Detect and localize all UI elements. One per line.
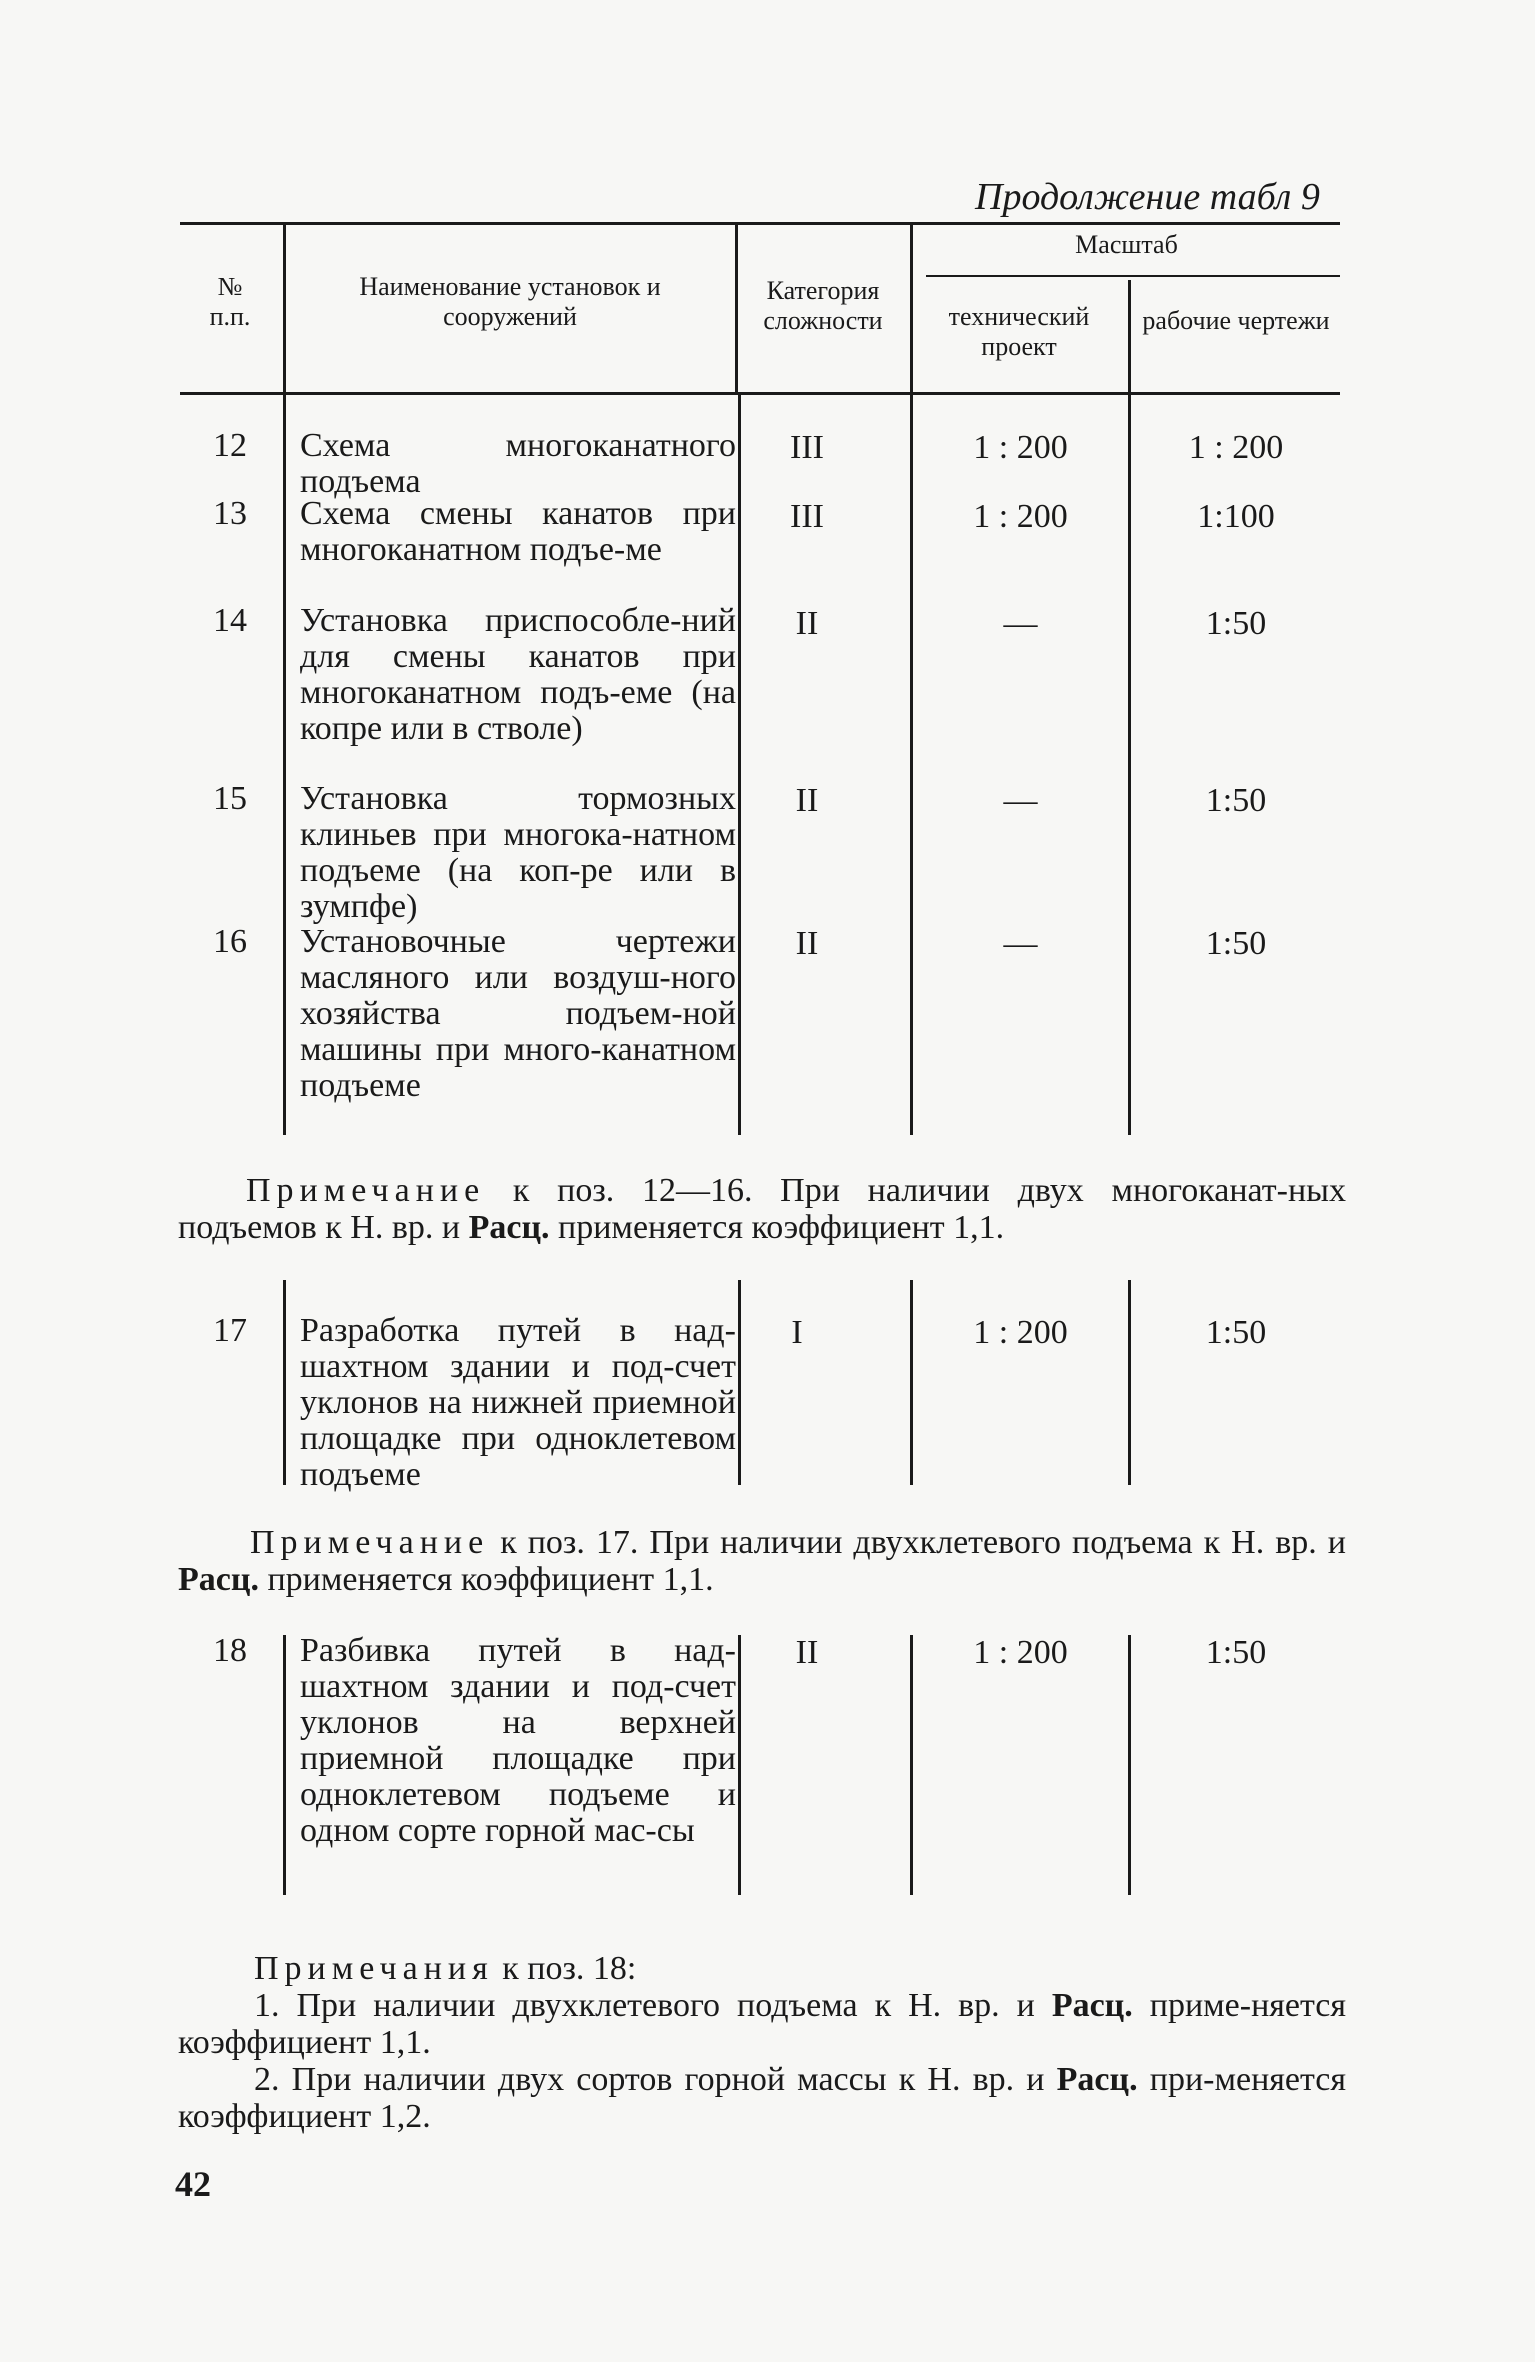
row17-vline-3 — [910, 1280, 913, 1485]
note3-item2-bold: Расц. — [1056, 2061, 1138, 2098]
row18-category: II — [795, 1634, 819, 1671]
row16-work: 1:50 — [1205, 925, 1267, 962]
note2-text2: применяется коэффициент 1,1. — [258, 1561, 714, 1598]
header-scale: Масштаб — [1075, 230, 1178, 259]
row15-name: Установка тормозных клиньев при многока-натном подъеме (на коп-ре или в зумпфе) — [300, 780, 736, 925]
row14-work: 1:50 — [1205, 605, 1267, 642]
row18-num: 18 — [213, 1632, 247, 1669]
row13-work: 1:100 — [1197, 498, 1275, 535]
row12-category: III — [790, 429, 824, 466]
row18-vline-3 — [910, 1635, 913, 1895]
row15-num: 15 — [213, 780, 247, 817]
note3-lead-rest: к поз. 18: — [493, 1950, 637, 1987]
body-vline-1 — [283, 395, 286, 1135]
row13-num: 13 — [213, 495, 247, 532]
header-bottom-rule — [180, 392, 1340, 395]
note1-lead: Примечание — [246, 1172, 486, 1209]
row16-tech: — — [1003, 925, 1038, 962]
note3-item1-text2: приме-няется коэффициент 1,1. — [178, 1987, 1346, 2061]
row16-num: 16 — [213, 923, 247, 960]
note1-text1: к поз. 12—16. При наличии двух многоканат-ных подъемов к Н. вр. и — [178, 1172, 1346, 1246]
row17-vline-2 — [738, 1280, 741, 1485]
header-num — [180, 272, 280, 332]
page-number: 42 — [175, 2164, 211, 2204]
row17-tech: 1 : 200 — [973, 1314, 1068, 1351]
note3-item-1 — [178, 1987, 1346, 2061]
row18-vline-2 — [738, 1635, 741, 1895]
row14-category: II — [795, 605, 819, 642]
header-vline-4 — [1128, 280, 1131, 392]
row18-work: 1:50 — [1205, 1634, 1267, 1671]
row12-num: 12 — [213, 427, 247, 464]
row17-category: I — [791, 1314, 803, 1351]
note1-bold: Расц. — [468, 1209, 550, 1246]
row18-tech: 1 : 200 — [973, 1634, 1068, 1671]
row15-work: 1:50 — [1205, 782, 1267, 819]
row12-work: 1 : 200 — [1188, 429, 1284, 466]
header-vline-1 — [283, 225, 286, 392]
row13-name: Схема смены канатов при многоканатном подъе-ме — [300, 495, 736, 568]
table-caption: Продолжение табл 9 — [975, 176, 1320, 218]
row14-tech: — — [1003, 605, 1038, 642]
note3-item-2 — [178, 2061, 1346, 2135]
scale-subheader-rule — [926, 275, 1340, 277]
note2-text1: к поз. 17. При наличии двухклетевого подъема к Н. вр. и — [489, 1524, 1346, 1561]
row17-name: Разработка путей в над-шахтном здании и под-счет уклонов на нижней приемной площадке при одноклетевом подъеме — [300, 1312, 736, 1493]
note3-item1-bold: Расц. — [1051, 1987, 1133, 2024]
header-category: Категория сложности — [763, 276, 883, 335]
row14-num: 14 — [213, 602, 247, 639]
header-num-line2: п.п. — [209, 302, 251, 331]
note3-heading — [178, 1950, 1346, 1987]
note3-item2-text1: 2. При наличии двух сортов горной массы к Н. вр. и — [254, 2061, 1057, 2098]
note1-text2: применяется коэффициент 1,1. — [549, 1209, 1005, 1246]
header-tech: технический проект — [948, 302, 1090, 361]
header-num-line1: № — [217, 272, 243, 301]
row12-tech: 1 : 200 — [973, 429, 1068, 466]
note3-item2-text2: при-меняется коэффициент 1,2. — [178, 2061, 1346, 2135]
row18-vline-1 — [283, 1635, 286, 1895]
row14-name: Установка приспособле-ний для смены канатов при многоканатном подъ-еме (на копре или в стволе) — [300, 602, 736, 747]
row13-tech: 1 : 200 — [973, 498, 1068, 535]
note2-lead: Примечание — [250, 1524, 490, 1561]
row17-num: 17 — [213, 1312, 247, 1349]
note3-lead: Примечания — [254, 1950, 494, 1987]
row16-name: Установочные чертежи масляного или воздуш-ного хозяйства подъем-ной машины при много-канатном подъеме — [300, 923, 736, 1104]
row13-category: III — [790, 498, 824, 535]
row17-vline-4 — [1128, 1280, 1131, 1485]
notes-position-18 — [178, 1950, 1346, 2135]
note3-item1-text1: 1. При наличии двухклетевого подъема к Н. вр. и — [254, 1987, 1052, 2024]
note-positions-12-16 — [178, 1172, 1346, 1246]
header-top-rule — [180, 222, 1340, 225]
row15-tech: — — [1003, 782, 1038, 819]
row15-category: II — [795, 782, 819, 819]
note2-bold: Расц. — [178, 1561, 259, 1598]
row18-name: Разбивка путей в над-шахтном здании и под-счет уклонов на верхней приемной площадке при одноклетевом подъеме и одном сорте горной мас-сы — [300, 1632, 736, 1849]
row17-vline-1 — [283, 1280, 286, 1485]
header-work: рабочие чертежи — [1142, 306, 1330, 335]
row12-name: Схема многоканатного подъема — [300, 427, 736, 500]
row16-category: II — [795, 925, 819, 962]
body-vline-2 — [738, 395, 741, 1135]
note-position-17 — [178, 1524, 1346, 1598]
row17-work: 1:50 — [1205, 1314, 1267, 1351]
row18-vline-4 — [1128, 1635, 1131, 1895]
header-name: Наименование установок и сооружений — [359, 272, 661, 331]
